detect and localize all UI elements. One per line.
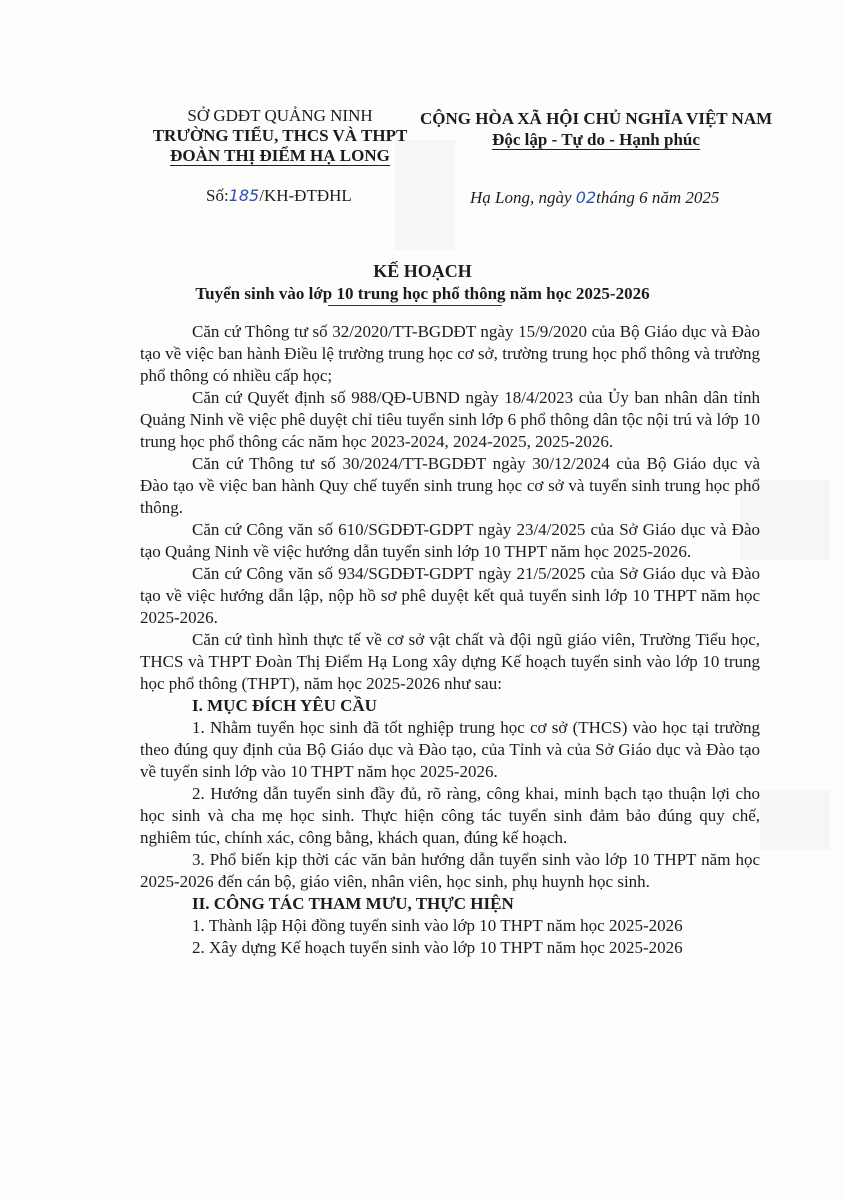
document-body [140,321,760,959]
legal-basis-paragraph: Căn cứ Thông tư số 30/2024/TT-BGDĐT ngày 30/12/2024 của Bộ Giáo dục và Đào tạo về việc ban hành Quy chế tuyển sinh trung học cơ sở và tuyển sinh trung học phổ thông. [140,454,760,517]
date-suffix: tháng 6 năm 2025 [596,188,720,207]
legal-basis-paragraph: Căn cứ Thông tư số 32/2020/TT-BGDĐT ngày 15/9/2020 của Bộ Giáo dục và Đào tạo về việc ban hành Điều lệ trường trung học cơ sở, trường trung học phổ thông và trường phổ thông có nhiều cấp học; [140,322,760,385]
nation-name: CỘNG HÒA XÃ HỘI CHỦ NGHĨA VIỆT NAM [420,109,773,128]
document-date [470,188,719,208]
number-suffix: /KH-ĐTĐHL [259,186,352,205]
school-name-line1: TRƯỜNG TIỂU, THCS VÀ THPT [152,126,408,145]
section-item: 2. Xây dựng Kế hoạch tuyển sinh vào lớp 10 THPT năm học 2025-2026 [192,938,683,957]
national-header [420,108,772,150]
legal-basis-paragraph: Căn cứ Quyết định số 988/QĐ-UBND ngày 18/4/2023 của Ủy ban nhân dân tỉnh Quảng Ninh về việc phê duyệt chỉ tiêu tuyển sinh lớp 6 phổ thông dân tộc nội trú và lớp 10 trung học phổ thông các năm học 2023-2024, 2024-2025, 2025-2026. [140,388,760,451]
handwritten-number: 185 [228,186,260,205]
issuer-block [150,106,410,166]
document-subtitle: Tuyển sinh vào lớp 10 trung học phổ thông năm học 2025-2026 [195,284,650,303]
legal-basis-paragraph: Căn cứ tình hình thực tế về cơ sở vật chất và đội ngũ giáo viên, Trường Tiểu học, THCS và THPT Đoàn Thị Điểm Hạ Long xây dựng Kế hoạch tuyển sinh vào lớp 10 trung học phổ thông (THPT), năm học 2025-2026 như sau: [140,630,760,693]
bleed-through-mark [760,790,830,850]
section-item: 3. Phổ biến kịp thời các văn bản hướng dẫn tuyển sinh vào lớp 10 THPT năm học 2025-2026 đến cán bộ, giáo viên, nhân viên, học sinh, phụ huynh học sinh. [140,850,760,891]
section-item: 1. Thành lập Hội đồng tuyển sinh vào lớp 10 THPT năm học 2025-2026 [192,916,683,935]
section-item: 1. Nhằm tuyển học sinh đã tốt nghiệp trung học cơ sở (THCS) vào học tại trường theo đúng quy định của Bộ Giáo dục và Đào tạo, của Tỉnh và của Sở Giáo dục và Đào tạo về tuyển sinh lớp vào 10 THPT năm học 2025-2026. [140,718,760,781]
legal-basis-paragraph: Căn cứ Công văn số 934/SGDĐT-GDPT ngày 21/5/2025 của Sở Giáo dục và Đào tạo về việc hướng dẫn lập, nộp hồ sơ phê duyệt kết quả tuyển sinh lớp 10 THPT năm học 2025-2026. [140,564,760,627]
subtitle-underline [328,305,502,306]
section-heading-purpose: I. MỤC ĐÍCH YÊU CẦU [192,696,377,715]
date-prefix: Hạ Long, ngày [470,188,576,207]
school-name-line2: ĐOÀN THỊ ĐIỂM HẠ LONG [170,146,390,165]
national-motto: Độc lập - Tự do - Hạnh phúc [492,130,700,149]
legal-basis-paragraph: Căn cứ Công văn số 610/SGDĐT-GDPT ngày 23/4/2025 của Sở Giáo dục và Đào tạo Quảng Ninh về việc hướng dẫn tuyển sinh lớp 10 THPT năm học 2025-2026. [140,520,760,561]
document-title: KẾ HOẠCH [373,261,472,281]
section-heading-implementation: II. CÔNG TÁC THAM MƯU, THỰC HIỆN [192,894,514,913]
section-item: 2. Hướng dẫn tuyển sinh đầy đủ, rõ ràng, công khai, minh bạch tạo thuận lợi cho học sinh và cha mẹ học sinh. Thực hiện công tác tuyển sinh đảm bảo đúng quy chế, nghiêm túc, chính xác, công bằng, khách quan, đúng kế hoạch. [140,784,760,847]
number-prefix: Số: [206,186,229,205]
document-number [206,186,352,206]
department-name: SỞ GDĐT QUẢNG NINH [187,106,373,125]
handwritten-day: 02 [575,188,597,207]
